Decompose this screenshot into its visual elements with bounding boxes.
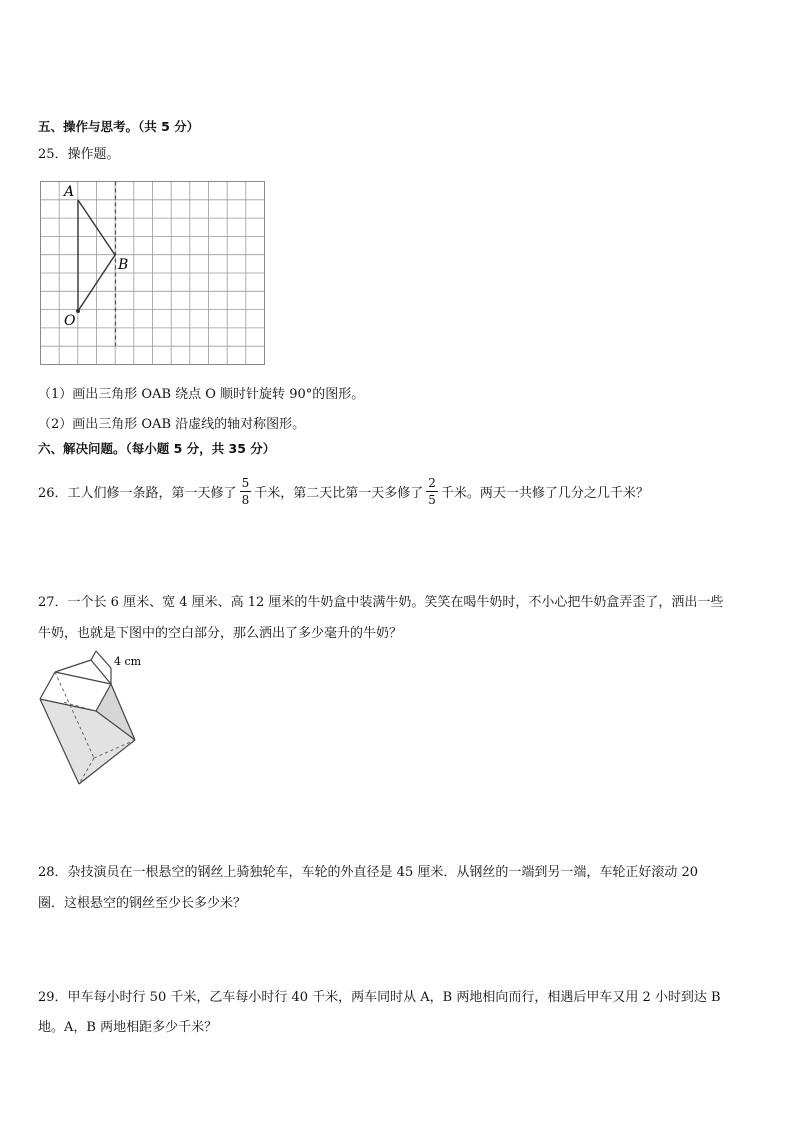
dimension-label: 4 cm xyxy=(114,655,142,668)
question-25-part-2: （2）画出三角形 OAB 沿虚线的轴对称图形。 xyxy=(38,417,306,432)
question-number: 25． xyxy=(38,147,68,162)
question-text-part-b: 千米，第二天比第一天多修了 xyxy=(254,486,424,501)
fraction-5-8: $\frac{5}{8}$ xyxy=(241,476,250,507)
label-b: B xyxy=(118,257,129,273)
question-28-line-1: 28．杂技演员在一根悬空的钢丝上骑独轮车，车轮的外直径是 45 厘米．从钢丝的一端到另一端，车轮正好滚动 20 xyxy=(38,865,699,880)
question-text-part-a: 工人们修一条路，第一天修了 xyxy=(67,486,237,501)
section-5-heading: 五、操作与思考。（共 5 分） xyxy=(38,119,200,134)
label-o: O xyxy=(64,313,76,329)
label-a: A xyxy=(64,184,75,200)
question-27-line-2: 牛奶，也就是下图中的空白部分，那么洒出了多少毫升的牛奶？ xyxy=(38,626,403,641)
grid-figure xyxy=(36,177,270,371)
question-29-line-2: 地。A，B 两地相距多少千米？ xyxy=(38,1020,218,1035)
section-6-heading: 六、解决问题。（每小题 5 分，共 35 分） xyxy=(38,441,276,456)
question-28-line-2: 圈．这根悬空的钢丝至少长多少米？ xyxy=(38,896,247,911)
question-25-title xyxy=(38,148,120,161)
milk-box-figure xyxy=(36,648,146,788)
grid-lines xyxy=(41,182,265,365)
question-29-line-1: 29．甲车每小时行 50 千米，乙车每小时行 40 千米，两车同时从 A，B 两地相向而行，相遇后甲车又用 2 小时到达 B xyxy=(38,990,721,1005)
question-number: 26． xyxy=(38,486,68,501)
question-26 xyxy=(38,476,649,509)
fraction-2-5: $\frac{2}{5}$ xyxy=(428,476,436,507)
question-25-part-1: （1）画出三角形 OAB 绕点 O 顺时针旋转 90°的图形。 xyxy=(38,387,365,402)
question-text-part-c: 千米。两天一共修了几分之几千米？ xyxy=(440,486,649,501)
question-27-line-1: 27．一个长 6 厘米、宽 4 厘米、高 12 厘米的牛奶盒中装满牛奶。笑笑在喝牛奶时，不小心把牛奶盒弄歪了，洒出一些 xyxy=(38,595,724,610)
point-o xyxy=(76,309,80,313)
question-text: 操作题。 xyxy=(67,147,120,162)
